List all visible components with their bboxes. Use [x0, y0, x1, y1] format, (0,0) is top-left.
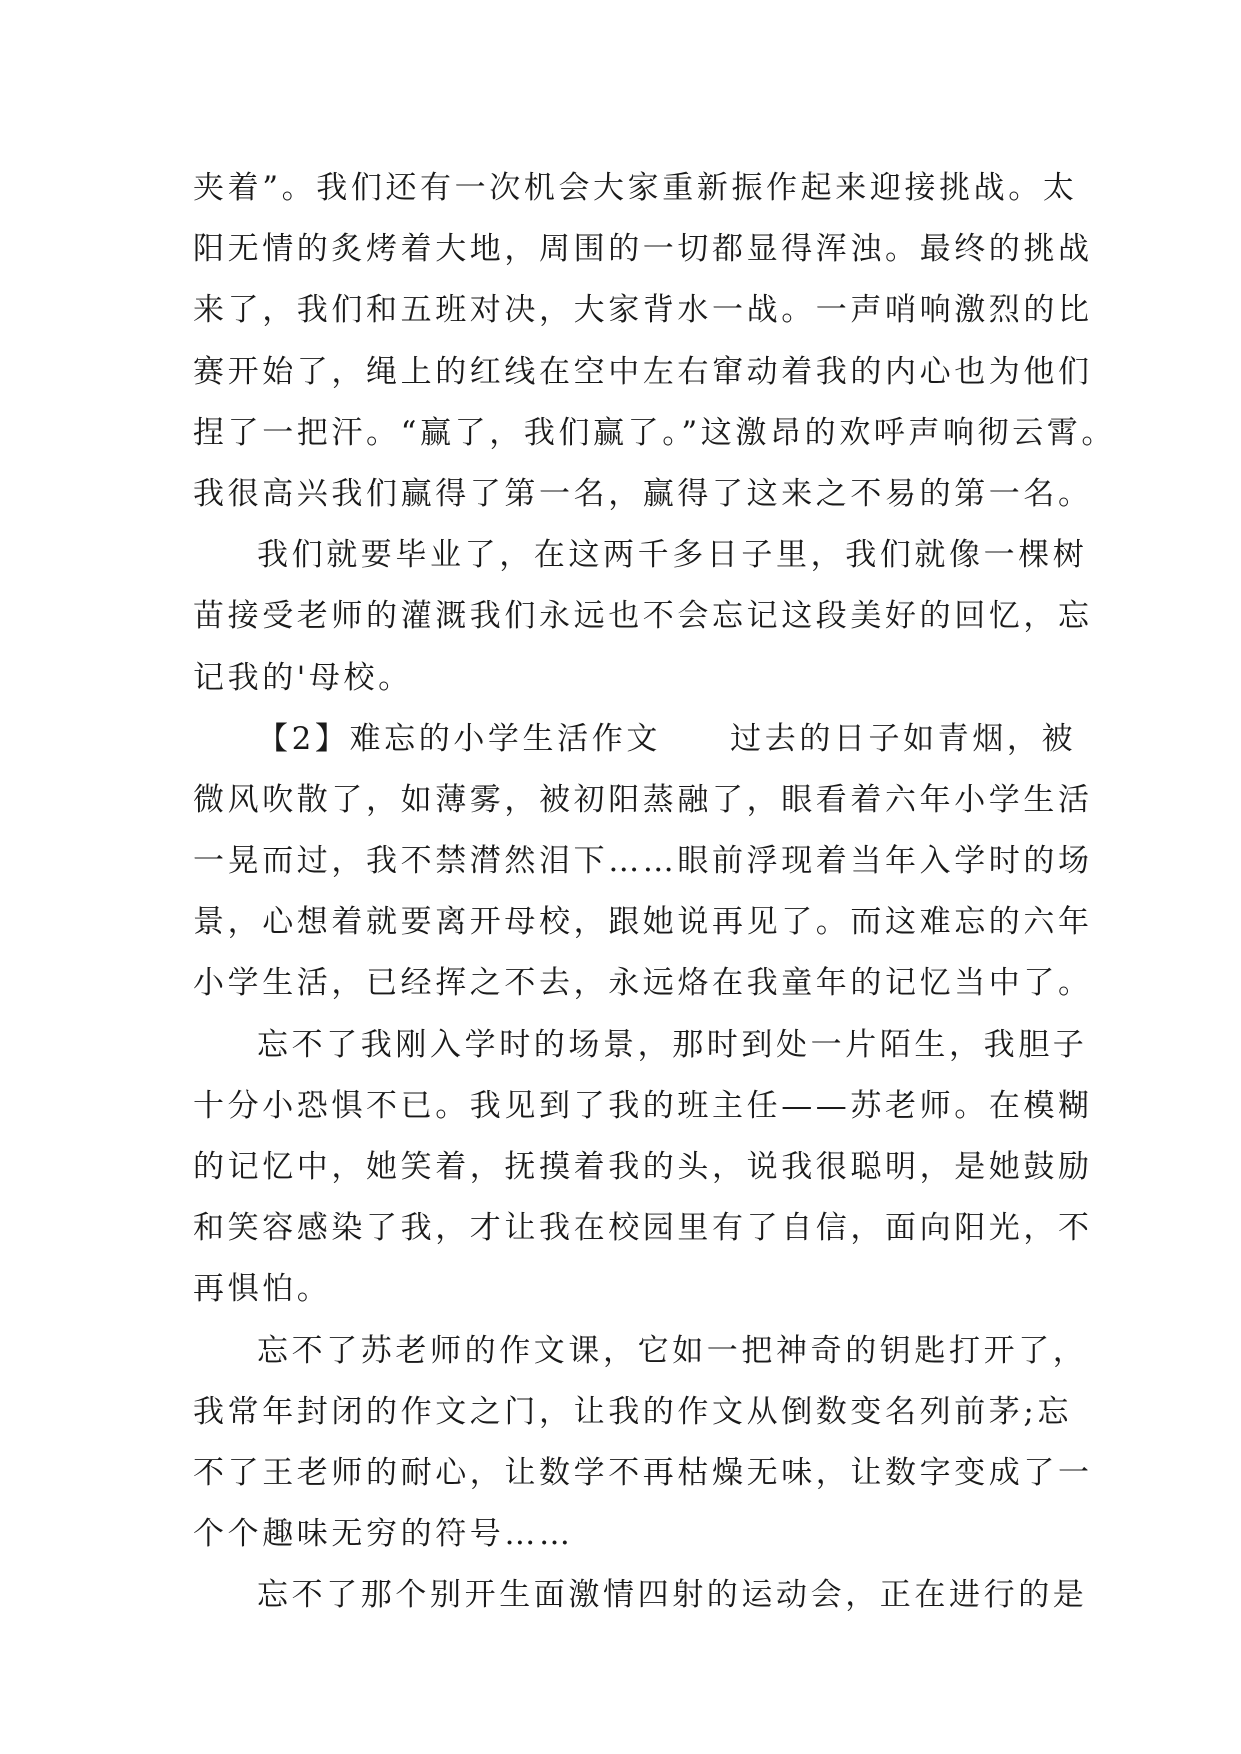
text-line: 【2】难忘的小学生活作文 过去的日子如青烟，被 — [257, 720, 1077, 757]
text-line: 和笑容感染了我，才让我在校园里有了自信，面向阳光，不 — [193, 1210, 1093, 1247]
paragraph-teachers — [193, 1321, 1093, 1566]
text-line: 一晃而过，我不禁潸然泪下……眼前浮现着当年入学时的场 — [193, 843, 1093, 880]
paragraph-graduation — [193, 525, 1093, 709]
text-line: 我很高兴我们赢得了第一名，赢得了这来之不易的第一名。 — [193, 475, 1093, 512]
text-line: 赛开始了，绳上的红线在空中左右窜动着我的内心也为他们 — [193, 353, 1093, 390]
essay-body — [193, 158, 1116, 1627]
text-line: 阳无情的炙烤着大地，周围的一切都显得浑浊。最终的挑战 — [193, 231, 1093, 268]
paragraph-first-day — [193, 1015, 1093, 1321]
text-line: 忘不了我刚入学时的场景，那时到处一片陌生，我胆子 — [257, 1026, 1088, 1063]
text-line: 不了王老师的耐心，让数学不再枯燥无味，让数字变成了一 — [193, 1454, 1093, 1491]
text-line: 我们就要毕业了，在这两千多日子里，我们就像一棵树 — [257, 537, 1088, 574]
text-line: 忘不了那个别开生面激情四射的运动会，正在进行的是 — [257, 1577, 1088, 1614]
text-line: 微风吹散了，如薄雾，被初阳蒸融了，眼看着六年小学生活 — [193, 781, 1093, 818]
text-line: 捏了一把汗。“赢了，我们赢了。”这激昂的欢呼声响彻云霄。 — [193, 414, 1116, 451]
paragraph-sports-meet — [193, 1565, 1088, 1626]
text-line: 的记忆中，她笑着，抚摸着我的头，说我很聪明，是她鼓励 — [193, 1149, 1093, 1185]
text-line: 苗接受老师的灌溉我们永远也不会忘记这段美好的回忆，忘 — [193, 598, 1093, 635]
text-line: 忘不了苏老师的作文课，它如一把神奇的钥匙打开了， — [257, 1332, 1088, 1369]
paragraph-essay-2-intro — [193, 709, 1093, 1015]
text-line: 记我的'母校。 — [193, 659, 413, 696]
text-line: 十分小恐惧不已。我见到了我的班主任——苏老师。在模糊 — [193, 1087, 1093, 1124]
text-line: 小学生活，已经挥之不去，永远烙在我童年的记忆当中了。 — [193, 965, 1093, 1002]
text-line: 来了，我们和五班对决，大家背水一战。一声哨响激烈的比 — [193, 292, 1093, 329]
text-line: 个个趣味无穷的符号…… — [193, 1516, 574, 1553]
text-line: 景，心想着就要离开母校，跟她说再见了。而这难忘的六年 — [193, 904, 1093, 941]
paragraph-competition-end — [193, 158, 1116, 525]
text-line: 我常年封闭的作文之门，让我的作文从倒数变名列前茅;忘 — [193, 1393, 1073, 1430]
text-line: 夹着”。我们还有一次机会大家重新振作起来迎接挑战。太 — [193, 170, 1078, 206]
text-line: 再惧怕。 — [193, 1271, 332, 1308]
